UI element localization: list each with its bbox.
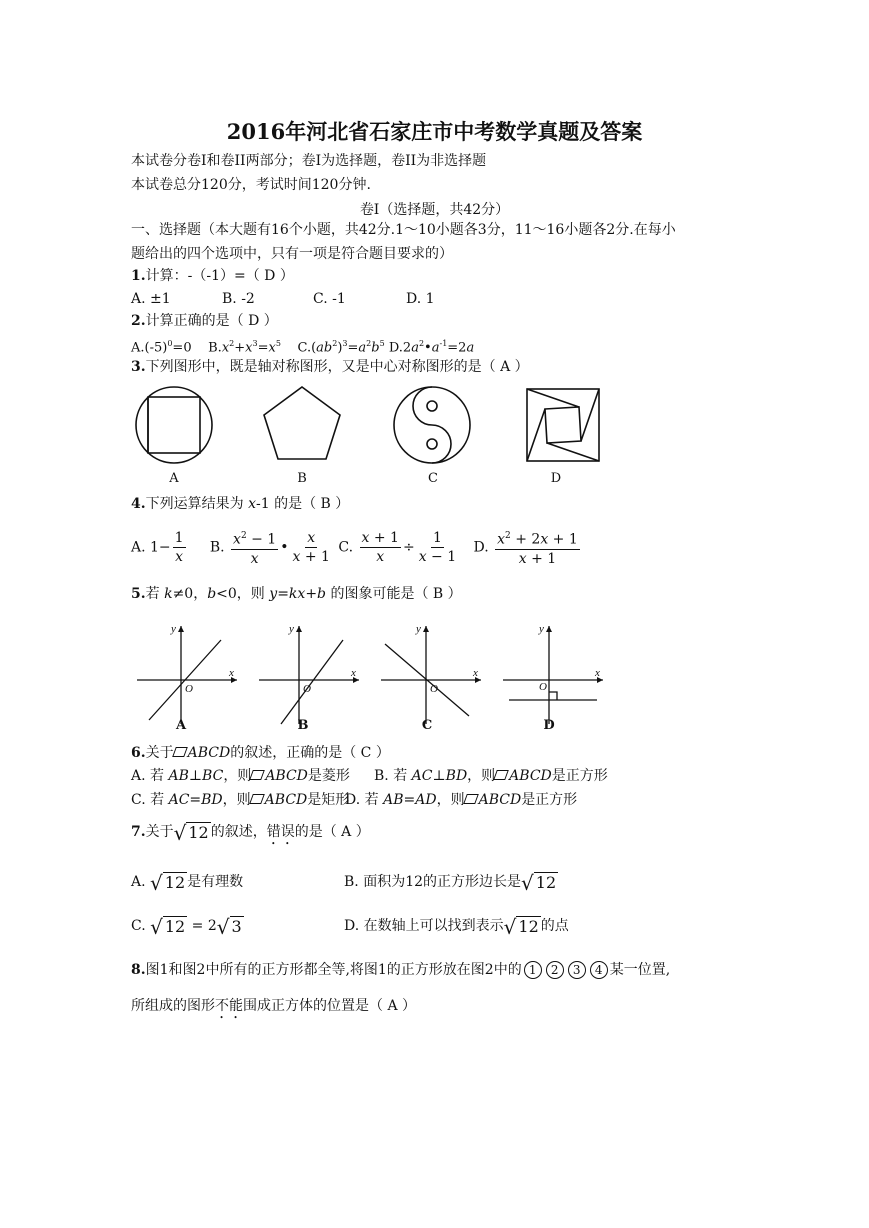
q4-options: A. 1− $\frac{1}{x}$ B. $\frac{x^2 - 1}{x}$ • $\frac{x}{x + 1}$ C. $\frac{x + 1}{x}$ ÷ $\frac{1}{x - 1}$ D. $\frac{x^2 + 2x + 1}{x + 1}$ — [131, 527, 582, 568]
q1-option-c: C. -1 — [313, 291, 346, 307]
figure-d-square-pinwheel — [527, 389, 599, 461]
section-header: 卷I（选择题，共42分） — [359, 202, 510, 218]
part1-line-2: 题给出的四个选项中，只有一项是符合题目要求的） — [131, 246, 453, 262]
q5-label-b: B — [297, 718, 309, 733]
q1-option-b: B. -2 — [222, 291, 255, 307]
svg-text:x: x — [351, 667, 356, 679]
q3-figures — [134, 385, 604, 467]
svg-text:O: O — [430, 683, 438, 695]
q5-label-c: C — [421, 718, 433, 733]
svg-text:x: x — [595, 667, 600, 679]
q3-label-a: A — [169, 471, 179, 486]
q7-stem: 7.关于 √ 12 的叙述，错误的是（ A ） — [131, 820, 370, 845]
q6-stem: 6.关于 ABCD的叙述，正确的是（ C ） — [131, 745, 390, 761]
figure-a-circle-square — [136, 387, 212, 463]
q6-option-a: A. 若 AB⊥BC，则 ABCD是菱形 — [131, 768, 350, 784]
circled-3: 3 — [568, 961, 586, 979]
svg-text:x: x — [473, 667, 478, 679]
figure-c-yin-yang — [394, 387, 470, 463]
circled-2: 2 — [546, 961, 564, 979]
graph-d — [503, 626, 603, 724]
figure-b-pentagon — [264, 387, 340, 459]
intro-line-1: 本试卷分卷I和卷II两部分；卷I为选择题，卷II为非选择题 — [131, 153, 487, 169]
svg-text:y: y — [539, 623, 544, 635]
svg-text:O: O — [539, 681, 547, 693]
svg-text:O: O — [303, 683, 311, 695]
page-title: 2016年河北省石家庄市中考数学真题及答案 — [226, 119, 643, 144]
q3-label-b: B — [297, 471, 307, 486]
q3-label-c: C — [428, 471, 438, 486]
circled-4: 4 — [590, 961, 608, 979]
q7-option-a: A. √ 12 是有理数 — [131, 870, 244, 895]
circled-1: 1 — [524, 961, 542, 979]
q7-option-d: D. 在数轴上可以找到表示 √ 12 的点 — [344, 914, 569, 939]
graph-a — [137, 626, 237, 724]
q6-option-d: D. 若 AB=AD，则 ABCD是正方形 — [345, 792, 578, 808]
q2-options: $A.(-5)^0=0$ $B.x^2+x^3=x^5$ $C.(ab^2)^3=a^2b^5$ $D.2a^2•a^{-1}=2a$ — [131, 339, 475, 356]
graph-b — [259, 626, 359, 724]
q3-stem: 3.下列图形中，既是轴对称图形，又是中心对称图形的是（ A ） — [131, 359, 529, 375]
svg-text:y: y — [171, 623, 176, 635]
q8-line-2: 所组成的图形不能围成正方体的位置是（ A ） — [131, 998, 417, 1014]
svg-text:y: y — [289, 623, 294, 635]
q2-stem: 2.计算正确的是（ D ） — [131, 313, 278, 329]
q7-option-b: B. 面积为12的正方形边长是 √ 12 — [344, 870, 557, 895]
q1-stem: 1.计算：-（-1）=（ D ） — [131, 268, 294, 284]
q5-label-a: A — [175, 718, 187, 733]
q6-option-c: C. 若 AC=BD，则 ABCD是矩形 — [131, 792, 350, 808]
svg-text:y: y — [416, 623, 421, 635]
q6-option-b: B. 若 AC⊥BD，则 ABCD是正方形 — [374, 768, 608, 784]
q1-option-a: A. ±1 — [131, 291, 171, 307]
part1-line-1: 一、选择题（本大题有16个小题，共42分.1～10小题各3分，11～16小题各2分.在每小 — [131, 222, 676, 238]
q4-stem: 4.下列运算结果为 x-1 的是（ B ） — [131, 496, 350, 512]
q7-option-c: C. √ 12 = 2 √ 3 — [131, 914, 242, 939]
q8-line-1: 8.图1和图2中所有的正方形都全等,将图1的正方形放在图2中的 1 2 3 4 某一位置, — [131, 962, 671, 978]
graph-c — [381, 626, 481, 724]
svg-text:x: x — [229, 667, 234, 679]
q5-stem: 5.若 k≠0，b<0，则 y=kx+b 的图象可能是（ B ） — [131, 586, 462, 602]
q5-label-d: D — [543, 718, 555, 733]
intro-line-2: 本试卷总分120分，考试时间120分钟. — [131, 177, 371, 193]
q3-label-d: D — [550, 471, 562, 486]
svg-text:O: O — [185, 683, 193, 695]
q1-option-d: D. 1 — [406, 291, 435, 307]
